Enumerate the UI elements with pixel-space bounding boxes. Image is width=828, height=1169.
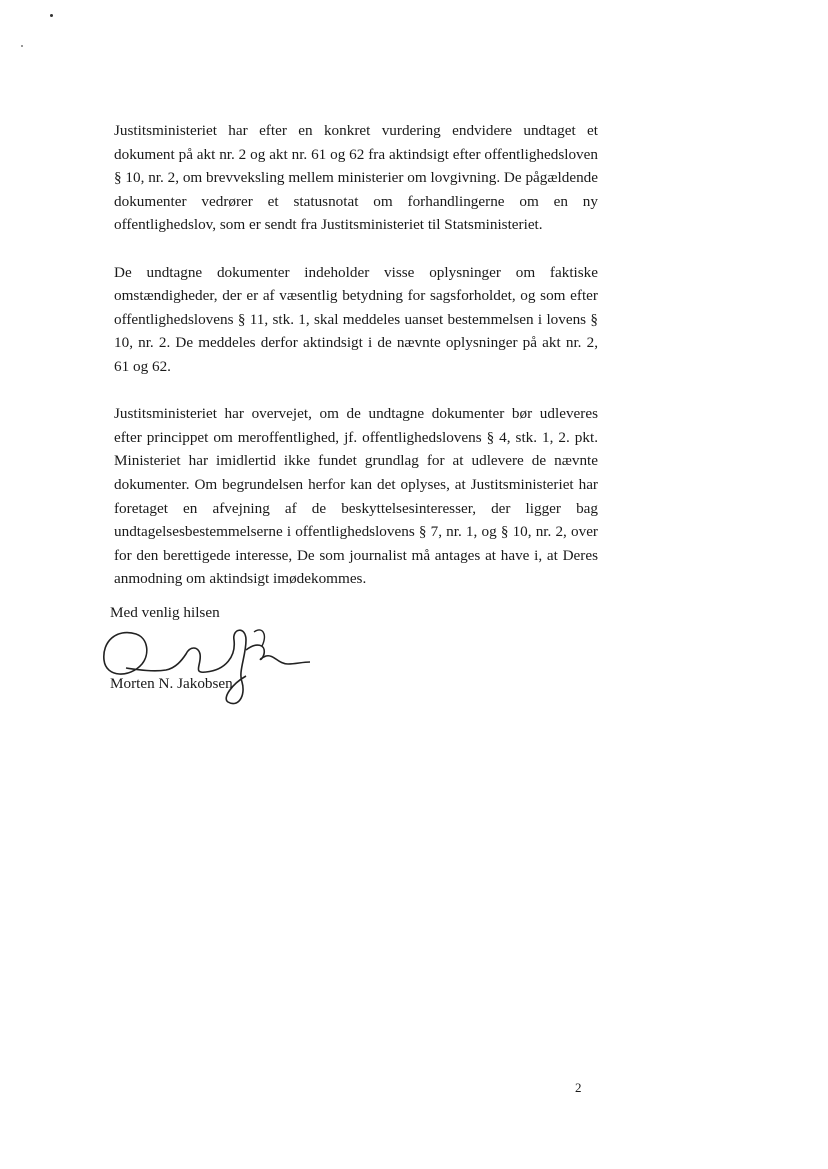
page-number: 2 [575,1080,582,1095]
closing-greeting: Med venlig hilsen [110,604,220,621]
paragraph-exemption: Justitsministeriet har efter en konkret vurdering endvidere undtaget et dokument på akt nr. 2 og akt nr. 61 og 62 fra aktindsigt efter offentlighedsloven § 10, nr. 2, om brevveksling mellem ministerier om lovgivning. De pågældende dokumenter vedrører et statusnotat om forhandlingerne om en ny offentlighedslov, som er sendt fra Justitsministeriet til Statsministeriet. [114,122,598,234]
signer-name: Morten N. Jakobsen [110,675,233,692]
scan-speck [21,45,23,47]
paragraph-factual-information: De undtagne dokumenter indeholder visse oplysninger om faktiske omstændigheder, der er af væsentlig betydning for sagsforholdet, og som efter offentlighedslovens § 11, stk. 1, skal meddeles uanset bestemmelsen i lovens § 10, nr. 2. De meddeles derfor aktindsigt i de nævnte oplysninger på akt nr. 2, 61 og 62. [114,263,598,375]
handwritten-signature [96,620,316,710]
paragraph-extended-access: Justitsministeriet har overvejet, om de undtagne dokumenter bør udleveres efter princippet om meroffentlighed, jf. offentlighedslovens § 4, stk. 1, 2. pkt. Ministeriet har imidlertid ikke fundet grundlag for at udlevere de nævnte dokumenter. Om begrundelsen herfor kan det oplyses, at Justitsministeriet har foretaget en afvejning af de beskyttelsesinteresser, der ligger bag undtagelsesbestemmelserne i offentlighedslovens § 7, nr. 1, og § 10, nr. 2, over for den berettigede interesse, De som journalist må antages at have i, at Deres anmodning om aktindsigt imødekommes. [114,405,598,588]
letter-body [114,119,598,614]
scan-speck [50,14,53,17]
